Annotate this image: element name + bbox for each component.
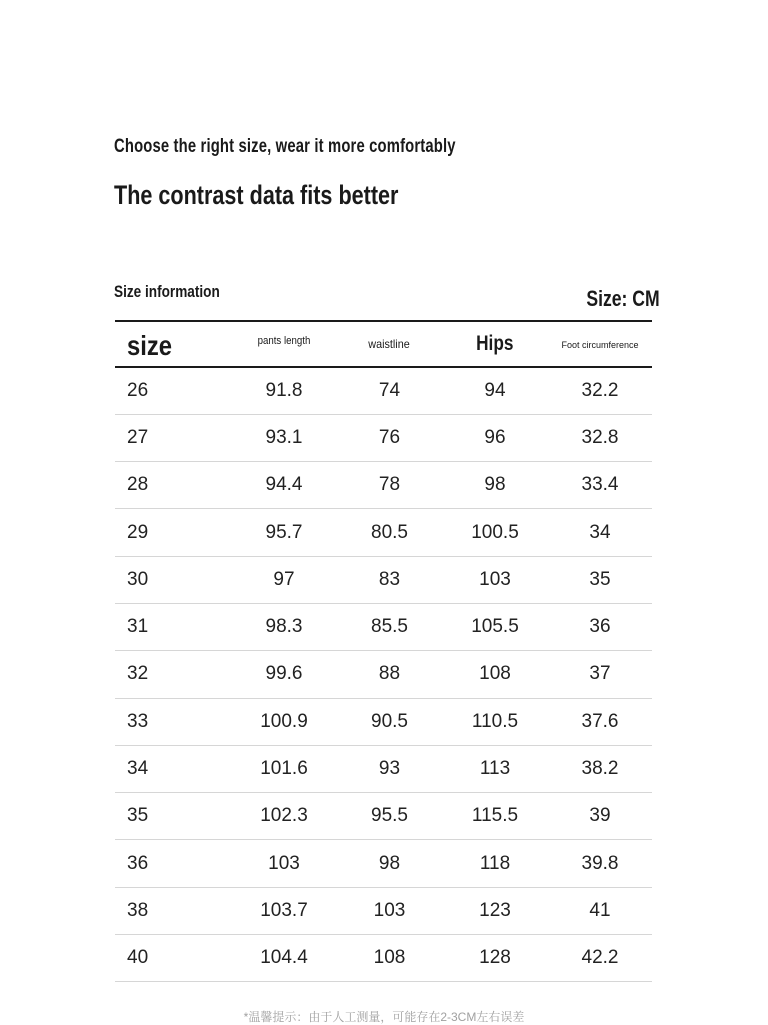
cell-size: 32 [127, 663, 149, 685]
cell-pants-length: 101.6 [260, 758, 308, 780]
cell-pants-length: 99.6 [265, 663, 303, 685]
cell-hips: 118 [479, 852, 511, 874]
header-pants-length-label: pants length [257, 335, 311, 347]
cell-waistline: 93 [378, 758, 401, 780]
cell-foot-circumference: 37.6 [581, 710, 619, 732]
cell-hips: 98 [484, 474, 506, 496]
cell-size: 29 [127, 521, 149, 543]
cell-hips: 105.5 [471, 616, 519, 638]
cell-foot-circumference: 42.2 [581, 947, 619, 969]
header-hips-label: Hips [476, 332, 514, 355]
cell-hips: 110.5 [471, 710, 519, 732]
cell-foot-circumference: 38.2 [581, 758, 619, 780]
table-row [115, 556, 652, 603]
table-row [115, 793, 652, 840]
cell-size: 26 [127, 379, 149, 401]
cell-size: 31 [127, 616, 149, 638]
cell-pants-length: 91.8 [265, 379, 303, 401]
cell-pants-length: 100.9 [260, 710, 308, 732]
cell-hips: 108 [479, 663, 511, 685]
cell-pants-length: 98.3 [265, 616, 303, 638]
table-row [115, 603, 652, 650]
cell-waistline: 78 [378, 474, 401, 496]
table-row [115, 509, 652, 556]
cell-waistline: 95.5 [371, 805, 408, 827]
headline: The contrast data fits better [114, 180, 399, 210]
cell-size: 36 [127, 852, 149, 874]
cell-pants-length: 94.4 [265, 474, 303, 496]
cell-pants-length: 93.1 [265, 426, 303, 448]
cell-foot-circumference: 41 [589, 899, 611, 921]
cell-foot-circumference: 37 [589, 663, 611, 685]
footnote: *温馨提示：由于人工测量，可能存在2-3CM左右误差 [243, 1010, 525, 1024]
table-row [115, 745, 652, 792]
cell-size: 35 [127, 805, 149, 827]
cell-hips: 123 [479, 899, 511, 921]
cell-foot-circumference: 36 [589, 616, 611, 638]
cell-pants-length: 97 [273, 568, 295, 590]
table-row [115, 414, 652, 461]
cell-waistline: 83 [378, 568, 401, 590]
cell-hips: 113 [479, 758, 511, 780]
cell-size: 33 [127, 710, 149, 732]
cell-waistline: 108 [373, 947, 406, 969]
cell-waistline: 90.5 [371, 710, 408, 732]
cell-hips: 115.5 [471, 805, 519, 827]
table-row [115, 840, 652, 887]
cell-hips: 128 [479, 947, 511, 969]
table-row [115, 698, 652, 745]
cell-hips: 103 [479, 568, 511, 590]
table-row [115, 651, 652, 698]
table-row [115, 367, 652, 414]
header-waistline-label: waistline [368, 337, 411, 351]
cell-waistline: 80.5 [371, 521, 408, 543]
cell-size: 40 [127, 947, 149, 969]
cell-size: 38 [127, 899, 149, 921]
cell-size: 27 [127, 426, 149, 448]
cell-foot-circumference: 32.8 [581, 426, 619, 448]
tagline: Choose the right size, wear it more comfortably [114, 136, 456, 157]
cell-pants-length: 103.7 [260, 899, 308, 921]
header-waistline [337, 321, 442, 367]
cell-foot-circumference: 39.8 [581, 852, 619, 874]
section-label: Size information [114, 282, 220, 301]
table-row [115, 935, 652, 982]
table-row [115, 462, 652, 509]
cell-pants-length: 95.7 [265, 521, 303, 543]
cell-size: 30 [127, 568, 149, 590]
header-row [115, 321, 652, 367]
table-row [115, 887, 652, 934]
cell-foot-circumference: 34 [589, 521, 611, 543]
header-size-label: size [127, 330, 172, 361]
header-size [115, 321, 231, 367]
size-table [115, 320, 652, 982]
cell-pants-length: 104.4 [260, 947, 308, 969]
cell-waistline: 85.5 [371, 616, 408, 638]
header-foot-circumference [548, 321, 652, 367]
cell-size: 28 [127, 474, 149, 496]
cell-foot-circumference: 35 [589, 568, 611, 590]
header-pants-length [231, 321, 337, 367]
unit-label: Size: CM [586, 286, 660, 311]
header-foot-circumference-label: Foot circumference [561, 340, 639, 350]
cell-foot-circumference: 33.4 [581, 474, 619, 496]
cell-size: 34 [127, 758, 149, 780]
cell-hips: 100.5 [471, 521, 519, 543]
cell-pants-length: 102.3 [260, 805, 308, 827]
cell-foot-circumference: 32.2 [581, 379, 619, 401]
table-body [115, 367, 652, 982]
cell-hips: 96 [484, 426, 506, 448]
cell-waistline: 76 [378, 426, 401, 448]
cell-waistline: 74 [378, 379, 401, 401]
cell-waistline: 88 [378, 663, 401, 685]
cell-hips: 94 [484, 379, 506, 401]
cell-foot-circumference: 39 [589, 805, 611, 827]
table-header [115, 321, 652, 367]
header-hips [442, 321, 548, 367]
cell-waistline: 98 [378, 852, 401, 874]
cell-pants-length: 103 [268, 852, 300, 874]
cell-waistline: 103 [373, 899, 406, 921]
